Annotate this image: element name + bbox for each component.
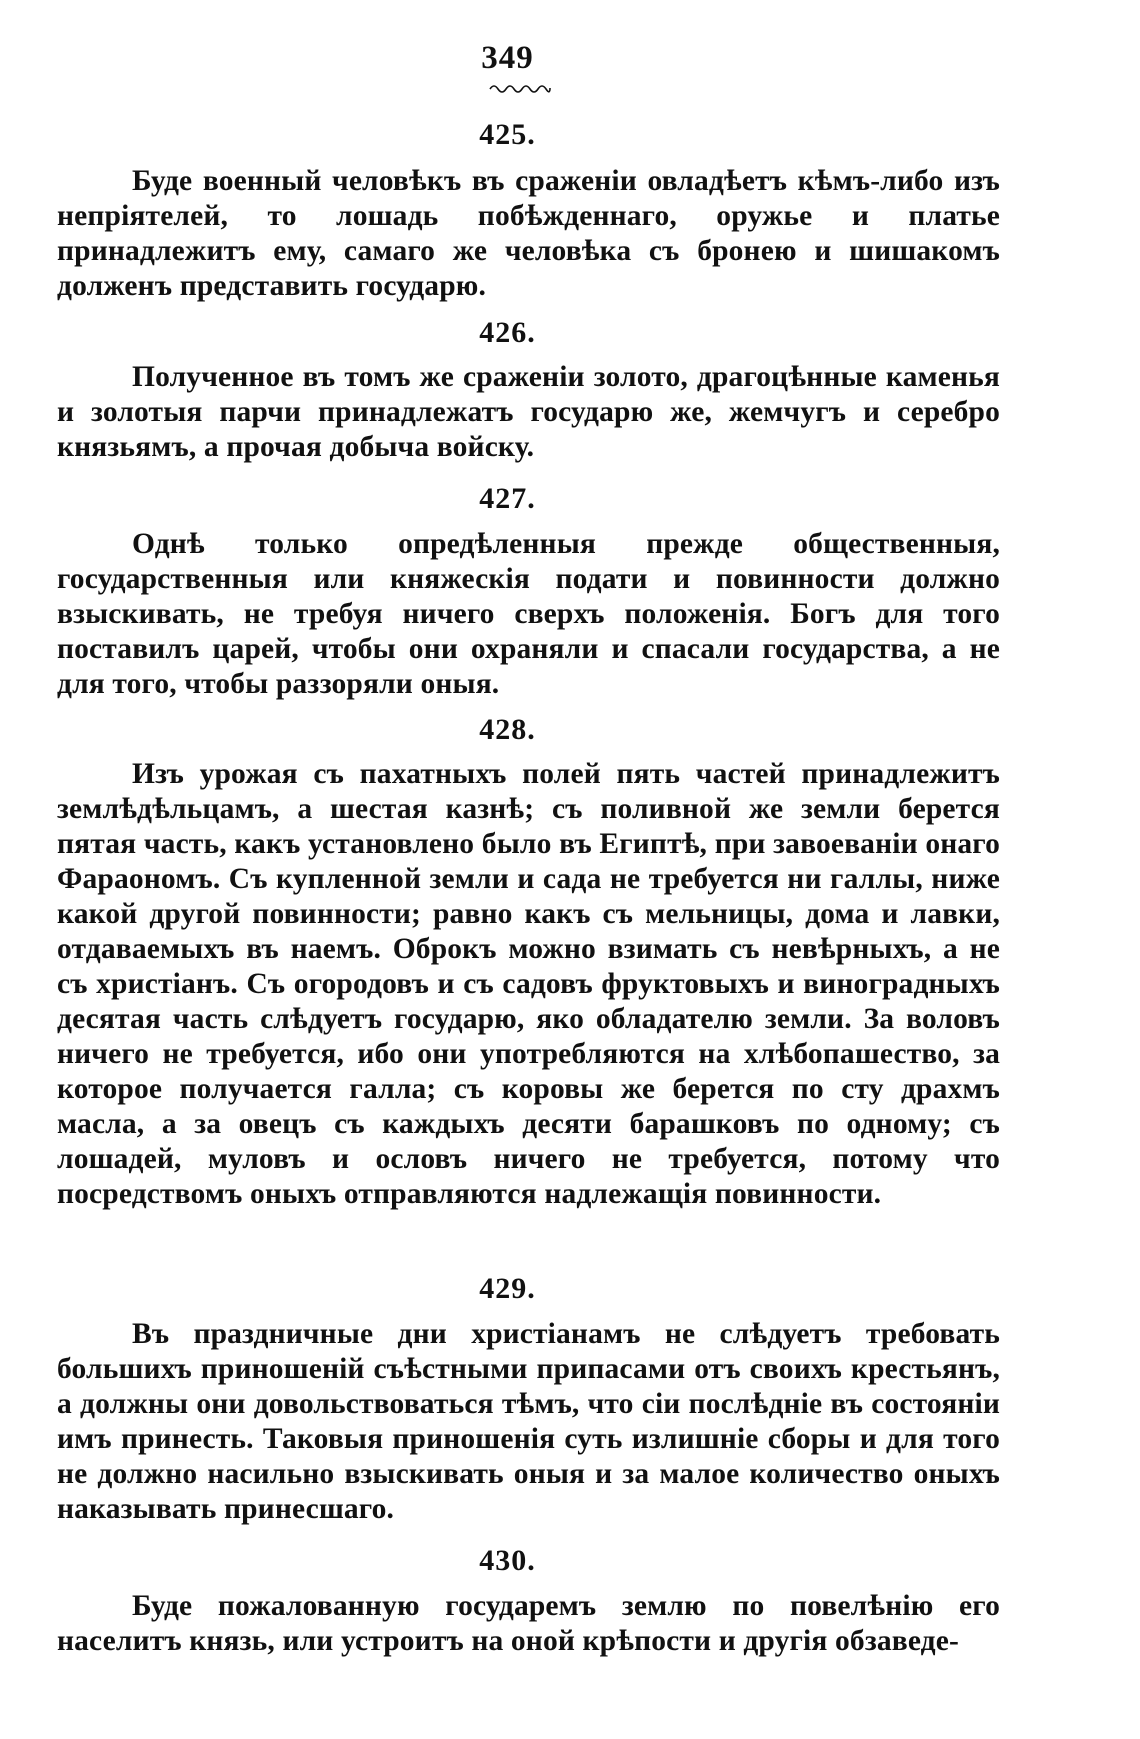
section-429-text: Въ праздничные дни христіанамъ не слѣдуетъ требовать большихъ приношеній съѣстными припасами отъ своихъ крестьянъ, а должны они довольствоваться тѣмъ, что сіи послѣдніе въ состояніи имъ принесть. Таковыя приношенія суть излишніе сборы и для того не должно насильно взыскивать оныя и за малое количество оныхъ наказывать принесшаго. bbox=[57, 1318, 1000, 1525]
section-425-text: Буде военный человѣкъ въ сраженіи овладѣетъ кѣмъ-либо изъ непріятелей, то лошадь побѣжденнаго, оружье и платье принадлежитъ ему, самаго же человѣка съ бронею и шишакомъ долженъ представить государю. bbox=[57, 165, 1000, 302]
section-number-429: 429. bbox=[479, 1272, 536, 1305]
section-430-text: Буде пожалованную государемъ землю по повелѣнію его населитъ князь, или устроитъ на оной крѣпости и другія обзаведе- bbox=[57, 1590, 1000, 1657]
page-number: 349 bbox=[481, 40, 534, 76]
section-number-427: 427. bbox=[479, 482, 536, 515]
section-number-426: 426. bbox=[479, 316, 536, 349]
page-number-ornament bbox=[488, 80, 552, 94]
section-426-text: Полученное въ томъ же сраженіи золото, драгоцѣнные каменья и золотыя парчи принадлежатъ государю же, жемчугъ и серебро князьямъ, а прочая добыча войску. bbox=[57, 361, 1000, 463]
section-number-430: 430. bbox=[479, 1544, 536, 1577]
section-427-text: Однѣ только опредѣленныя прежде общественныя, государственныя или княжескія подати и повинности должно взыскивать, не требуя ничего сверхъ положенія. Богъ для того поставилъ царей, чтобы они охраняли и спасали государства, а не для того, чтобы раззоряли оныя. bbox=[57, 528, 1000, 700]
section-428-text: Изъ урожая съ пахатныхъ полей пять частей принадлежитъ землѣдѣльцамъ, а шестая казнѣ; съ поливной же земли берется пятая часть, какъ установлено было въ Египтѣ, при завоеваніи онаго Фараономъ. Съ купленной земли и сада не требуется ни галлы, ниже какой другой повинности; равно какъ съ мельницы, дома и лавки, отдаваемыхъ въ наемъ. Оброкъ можно взимать съ невѣрныхъ, а не съ христіанъ. Съ огородовъ и съ садовъ фруктовыхъ и виноградныхъ десятая часть слѣдуетъ государю, яко обладателю земли. За воловъ ничего не требуется, ибо они употребляются на хлѣбопашество, за которое получается галла; съ коровы же берется по сту драхмъ масла, а за овецъ съ каждыхъ десяти барашковъ по одному; съ лошадей, муловъ и ословъ ничего не требуется, потому что посредствомъ оныхъ отправляются надлежащія повинности. bbox=[57, 758, 1000, 1210]
section-number-428: 428. bbox=[479, 713, 536, 746]
section-number-425: 425. bbox=[479, 118, 536, 151]
